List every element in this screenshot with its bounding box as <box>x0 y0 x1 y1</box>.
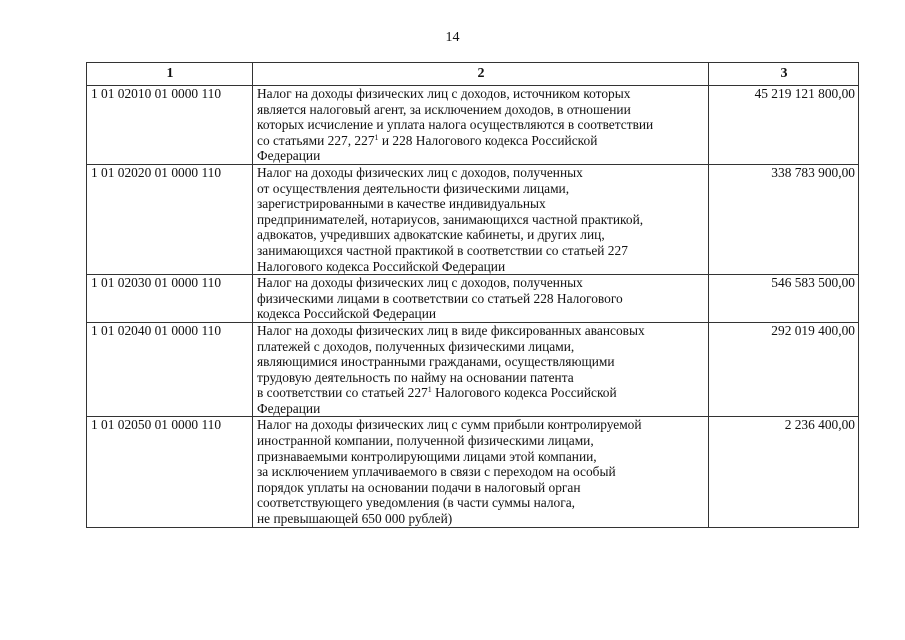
description-line <box>257 385 705 401</box>
budget-classification-code: 1 01 02040 01 0000 110 <box>87 322 253 417</box>
description-line: за исключением уплачиваемого в связи с переходом на особый <box>257 464 616 480</box>
description-line: платежей с доходов, полученных физическими лицами, <box>257 338 575 354</box>
description-line: являющимися иностранными гражданами, осуществляющими <box>257 354 615 370</box>
table-row <box>87 417 859 527</box>
amount-value: 546 583 500,00 <box>709 275 859 323</box>
revenue-description <box>253 86 709 165</box>
revenue-description <box>253 164 709 274</box>
superscript-index: 1 <box>427 385 432 395</box>
description-line: порядок уплаты на основании подачи в налоговый орган <box>257 479 581 495</box>
description-line <box>257 133 705 149</box>
description-text: со статьями 227, 227 <box>257 132 375 148</box>
description-line: Налог на доходы физических лиц с доходов, полученных <box>257 275 583 291</box>
superscript-index: 1 <box>374 132 379 142</box>
amount-value: 45 219 121 800,00 <box>709 86 859 165</box>
table-header-row <box>87 63 859 86</box>
revenue-description <box>253 322 709 417</box>
description-line: кодекса Российской Федерации <box>257 306 437 322</box>
description-line: зарегистрированными в качестве индивидуальных <box>257 196 546 212</box>
revenue-description <box>253 275 709 323</box>
description-line: не превышающей 650 000 рублей) <box>257 511 453 527</box>
column-header-description: 2 <box>253 63 709 86</box>
amount-value: 338 783 900,00 <box>709 164 859 274</box>
table-body <box>87 86 859 528</box>
description-line: Налог на доходы физических лиц в виде фиксированных авансовых <box>257 322 645 338</box>
amount-value: 292 019 400,00 <box>709 322 859 417</box>
description-line: Налогового кодекса Российской Федерации <box>257 258 506 274</box>
description-line: Налог на доходы физических лиц с доходов, полученных <box>257 164 583 180</box>
description-line: трудовую деятельность по найму на основании патента <box>257 369 574 385</box>
column-header-code: 1 <box>87 63 253 86</box>
page-number: 14 <box>445 30 460 45</box>
description-text: Налогового кодекса Российской <box>431 385 617 401</box>
table-row <box>87 86 859 165</box>
budget-revenue-table <box>86 62 859 528</box>
budget-classification-code: 1 01 02030 01 0000 110 <box>87 275 253 323</box>
description-line: Налог на доходы физических лиц с доходов, источником которых <box>257 86 631 101</box>
budget-classification-code: 1 01 02050 01 0000 110 <box>87 417 253 527</box>
budget-classification-code: 1 01 02020 01 0000 110 <box>87 164 253 274</box>
column-header-amount: 3 <box>709 63 859 86</box>
description-line: предпринимателей, нотариусов, занимающихся частной практикой, <box>257 211 644 227</box>
table-row <box>87 275 859 323</box>
description-line: адвокатов, учредивших адвокатские кабинеты, и других лиц, <box>257 227 605 243</box>
amount-value: 2 236 400,00 <box>709 417 859 527</box>
description-line: соответствующего уведомления (в части суммы налога, <box>257 495 576 511</box>
description-line: которых исчисление и уплата налога осуществляются в соответствии <box>257 117 654 133</box>
revenue-description <box>253 417 709 527</box>
description-line: признаваемыми контролирующими лицами этой компании, <box>257 448 597 464</box>
description-line: занимающихся частной практикой в соответствии со статьей 227 <box>257 242 628 258</box>
description-line: Налог на доходы физических лиц с сумм прибыли контролируемой <box>257 417 642 433</box>
table-row <box>87 164 859 274</box>
description-line: от осуществления деятельности физическими лицами, <box>257 180 570 196</box>
description-line: Федерации <box>257 400 321 416</box>
budget-classification-code: 1 01 02010 01 0000 110 <box>87 86 253 165</box>
description-text: и 228 Налогового кодекса Российской <box>378 132 598 148</box>
description-line: является налоговый агент, за исключением доходов, в отношении <box>257 101 631 117</box>
description-text: в соответствии со статьей 227 <box>257 385 428 401</box>
description-line: иностранной компании, полученной физическими лицами, <box>257 433 594 449</box>
description-line: Федерации <box>257 148 321 164</box>
description-line: физическими лицами в соответствии со статьей 228 Налогового <box>257 290 623 306</box>
table-row <box>87 322 859 417</box>
